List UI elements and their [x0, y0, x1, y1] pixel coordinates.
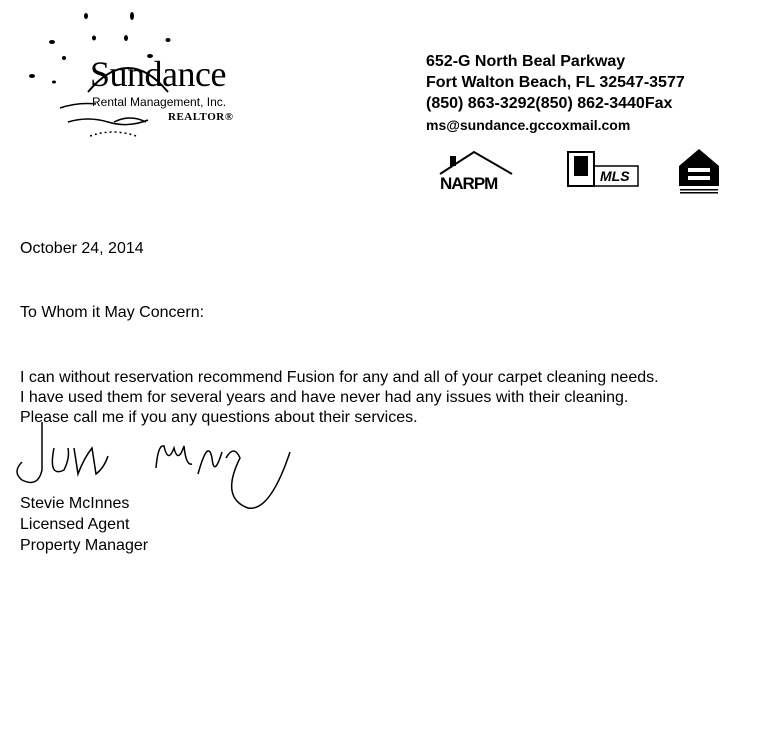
signer-title: Licensed Agent	[20, 516, 130, 533]
letter-date: October 24, 2014	[20, 240, 144, 257]
address-street: 652-G North Beal Parkway	[426, 53, 626, 70]
equal-housing-icon	[676, 146, 722, 196]
logo-wordmark: Sundance	[90, 54, 226, 94]
equal-housing-badge	[676, 146, 722, 196]
signer-role: Property Manager	[20, 537, 149, 554]
realtor-mark: REALTOR®	[168, 111, 234, 123]
logo-subtitle: Rental Management, Inc.	[92, 95, 227, 109]
narpm-label: NARPM	[440, 174, 498, 193]
address-city: Fort Walton Beach, FL 32547-3577	[426, 74, 685, 91]
narpm-badge	[436, 150, 516, 198]
signer-name: Stevie McInnes	[20, 495, 130, 512]
company-logo	[18, 4, 268, 154]
letter-body-line: I can without reservation recommend Fusion for any and all of your carpet cleaning needs.	[20, 369, 659, 386]
mls-label: MLS	[600, 168, 630, 184]
letter-body-line: I have used them for several years and have never had any issues with their cleaning.	[20, 389, 629, 406]
address-phone: (850) 863-3292(850) 862-3440Fax	[426, 95, 673, 112]
letter-body-line: Please call me if you any questions about their services.	[20, 409, 418, 426]
mls-badge	[566, 150, 642, 190]
letter-salutation: To Whom it May Concern:	[20, 304, 205, 321]
address-email: ms@sundance.gccoxmail.com	[426, 117, 631, 133]
